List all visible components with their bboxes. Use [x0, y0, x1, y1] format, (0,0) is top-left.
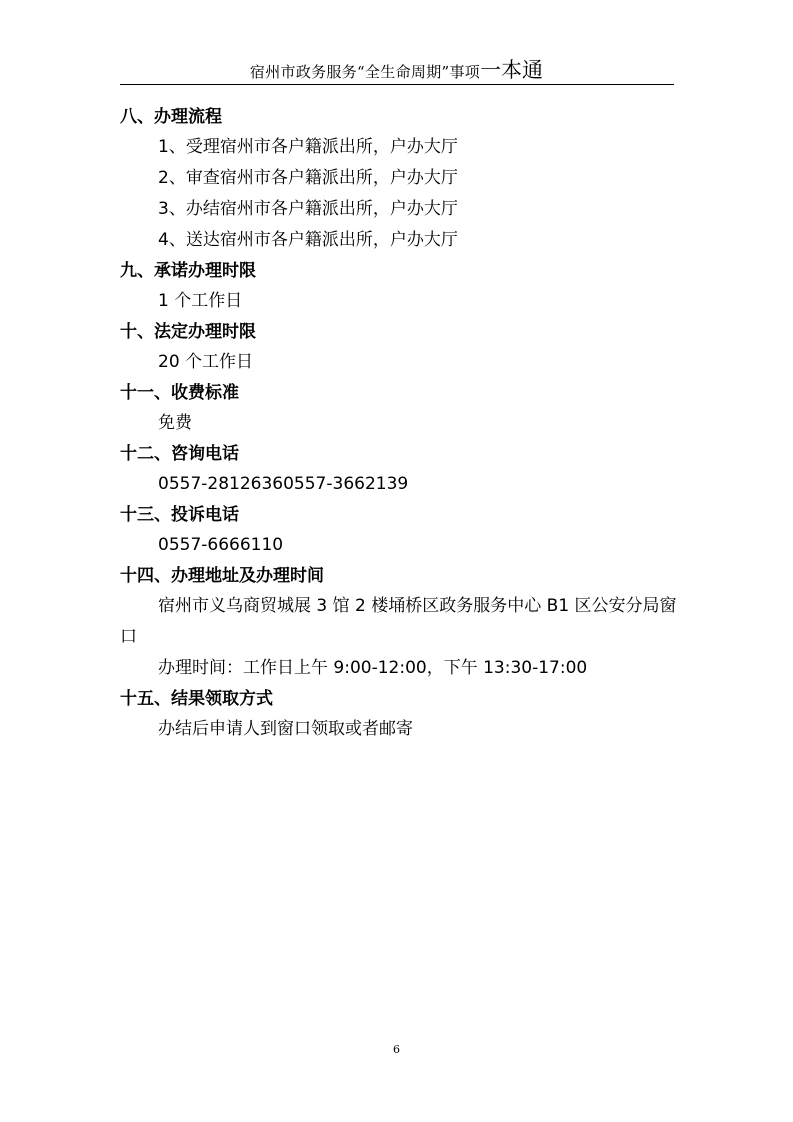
address-text: 宿州市义乌商贸城展 3 馆 2 楼埇桥区政务服务中心 B1 区公安分局窗口: [120, 596, 677, 647]
section-heading-complaint-phone: 十三、投诉电话: [120, 505, 239, 525]
header-title-tail: 一本通: [480, 58, 544, 82]
section-fees: [120, 378, 680, 439]
promised-time-value: 1 个工作日: [158, 291, 243, 311]
complaint-phone-value: 0557-6666110: [158, 535, 284, 555]
process-step: 2、审查宿州市各户籍派出所，户办大厅: [158, 168, 458, 188]
section-address: [120, 561, 680, 684]
section-heading-promised-time: 九、承诺办理时限: [120, 261, 256, 281]
header-title: 宿州市政务服务“全生命周期”事项: [249, 63, 481, 81]
process-step: 1、受理宿州市各户籍派出所，户办大厅: [158, 137, 458, 157]
process-step: 4、送达宿州市各户籍派出所，户办大厅: [158, 230, 458, 250]
process-step: 3、办结宿州市各户籍派出所，户办大厅: [158, 199, 458, 219]
section-heading-fees: 十一、收费标准: [120, 383, 239, 403]
section-legal-time: [120, 317, 680, 378]
fees-value: 免费: [158, 413, 192, 433]
section-promised-time: [120, 256, 680, 317]
section-consult-phone: [120, 439, 680, 500]
result-value: 办结后申请人到窗口领取或者邮寄: [158, 719, 413, 739]
office-hours: 办理时间：工作日上午 9:00-12:00，下午 13:30-17:00: [158, 658, 588, 678]
header-divider: [120, 84, 674, 85]
section-heading-process: 八、办理流程: [120, 107, 222, 127]
document-body: [120, 102, 680, 745]
section-heading-legal-time: 十、法定办理时限: [120, 322, 256, 342]
section-result: [120, 684, 680, 745]
legal-time-value: 20 个工作日: [158, 352, 254, 372]
page-number: 6: [393, 1043, 400, 1056]
section-heading-consult-phone: 十二、咨询电话: [120, 444, 239, 464]
section-process: [120, 102, 680, 256]
section-heading-result: 十五、结果领取方式: [120, 689, 273, 709]
section-heading-address: 十四、办理地址及办理时间: [120, 566, 324, 586]
section-complaint-phone: [120, 500, 680, 561]
consult-phone-value: 0557-28126360557-3662139: [158, 474, 409, 494]
running-header: [0, 60, 793, 82]
